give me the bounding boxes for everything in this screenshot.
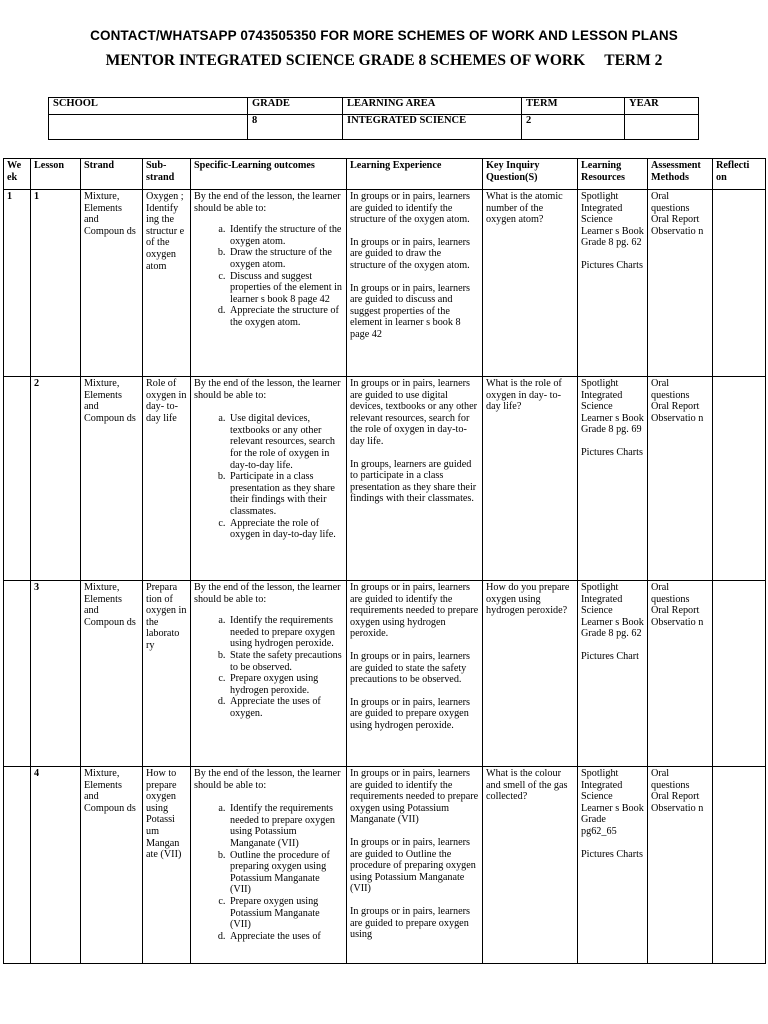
resources-cell xyxy=(578,581,648,767)
grade-header: GRADE xyxy=(248,98,343,115)
week-cell xyxy=(4,767,31,964)
inquiry-cell: How do you prepare oxygen using hydrogen peroxide? xyxy=(483,581,578,767)
experience-paragraph: In groups or in pairs, learners are guided to Outline the procedure of preparing oxygen using Potassium Manganate (VII) xyxy=(350,836,476,895)
table-row xyxy=(4,190,766,377)
outcome-item: d. Appreciate the uses of xyxy=(228,931,343,943)
reflection-cell xyxy=(713,377,766,581)
document-title: MENTOR INTEGRATED SCIENCE GRADE 8 SCHEMES OF WORK TERM 2 xyxy=(105,52,663,69)
term-header: TERM xyxy=(522,98,625,115)
schemes-of-work-table xyxy=(3,158,766,964)
resource-item: Spotlight Integrated Science Learner s Book Grade 8 pg. 62 xyxy=(581,582,644,640)
outcomes-intro: By the end of the lesson, the learner should be able to: xyxy=(194,191,341,214)
outcome-item: c. Prepare oxygen using hydrogen peroxide. xyxy=(228,673,343,696)
outcome-item: c. Discuss and suggest properties of the element in learner s book 8 page 42 xyxy=(228,271,343,306)
substrand-cell: Oxygen ; Identify ing the structur e of the oxygen atom xyxy=(143,190,191,377)
lesson-cell: 1 xyxy=(31,190,81,377)
resources-cell xyxy=(578,377,648,581)
outcomes-intro: By the end of the lesson, the learner should be able to: xyxy=(194,582,341,605)
outcomes-cell xyxy=(191,581,347,767)
outcomes-cell xyxy=(191,190,347,377)
resources-cell xyxy=(578,767,648,964)
assessment-cell: Oral questions Oral Report Observatio n xyxy=(648,190,713,377)
table-row xyxy=(4,377,766,581)
school-info-table xyxy=(48,97,699,140)
lesson-cell: 4 xyxy=(31,767,81,964)
outcome-item: a. Identify the requirements needed to prepare oxygen using Potassium Manganate (VII) xyxy=(228,803,343,849)
reflection-header: Reflecti on xyxy=(713,159,766,190)
school-header: SCHOOL xyxy=(49,98,248,115)
outcomes-header: Specific-Learning outcomes xyxy=(191,159,347,190)
resource-item: Pictures Charts xyxy=(581,848,643,860)
lesson-header: Lesson xyxy=(31,159,81,190)
outcome-item: b. Outline the procedure of preparing oxygen using Potassium Manganate (VII) xyxy=(228,850,343,896)
substrand-cell: Prepara tion of oxygen in the laborato ry xyxy=(143,581,191,767)
inquiry-cell: What is the role of oxygen in day- to-day life? xyxy=(483,377,578,581)
experience-paragraph: In groups or in pairs, learners are guided to draw the structure of the oxygen atom. xyxy=(350,236,470,271)
experience-cell xyxy=(347,377,483,581)
contact-banner: CONTACT/WHATSAPP 0743505350 FOR MORE SCHEMES OF WORK AND LESSON PLANS xyxy=(90,28,678,43)
reflection-cell xyxy=(713,767,766,964)
inquiry-cell: What is the atomic number of the oxygen atom? xyxy=(483,190,578,377)
experience-paragraph: In groups or in pairs, learners are guided to prepare oxygen using hydrogen peroxide. xyxy=(350,696,470,731)
outcomes-cell xyxy=(191,767,347,964)
resource-item: Pictures Charts xyxy=(581,259,643,271)
lesson-cell: 3 xyxy=(31,581,81,767)
experience-paragraph: In groups or in pairs, learners are guided to discuss and suggest properties of the element in learner s book 8 page 42 xyxy=(350,282,470,340)
year-value xyxy=(625,115,699,140)
experience-paragraph: In groups or in pairs, learners are guided to identify the structure of the oxygen atom. xyxy=(350,191,470,226)
resource-item: Spotlight Integrated Science Learner s Book Grade 8 pg. 69 xyxy=(581,378,644,436)
week-cell xyxy=(4,377,31,581)
assessment-cell: Oral questions Oral Report Observatio n xyxy=(648,377,713,581)
grade-value: 8 xyxy=(248,115,343,140)
week-cell xyxy=(4,581,31,767)
resource-item: Spotlight Integrated Science Learner s Book Grade 8 pg. 62 xyxy=(581,191,644,249)
outcome-item: a. Use digital devices, textbooks or any other relevant resources, search for the role of oxygen in day-to-day life. xyxy=(228,413,343,471)
experience-paragraph: In groups or in pairs, learners are guided to state the safety precautions to be observed. xyxy=(350,650,470,686)
assessment-header: Assessment Methods xyxy=(648,159,713,190)
lesson-cell: 2 xyxy=(31,377,81,581)
outcomes-cell xyxy=(191,377,347,581)
resource-item: Pictures Chart xyxy=(581,650,640,662)
substrand-cell: Role of oxygen in day- to-day life xyxy=(143,377,191,581)
outcome-item: d. Appreciate the structure of the oxygen atom. xyxy=(228,305,343,328)
substrand-cell: How to prepare oxygen using Potassi um Mangan ate (VII) xyxy=(143,767,191,964)
strand-cell: Mixture, Elements and Compoun ds xyxy=(81,767,143,964)
reflection-cell xyxy=(713,581,766,767)
experience-paragraph: In groups or in pairs, learners are guided to prepare oxygen using xyxy=(350,905,470,941)
assessment-cell: Oral questions Oral Report Observatio n xyxy=(648,581,713,767)
outcome-item: b. Draw the structure of the oxygen atom. xyxy=(228,247,343,270)
outcome-item: a. Identify the structure of the oxygen atom. xyxy=(228,224,343,247)
experience-paragraph: In groups or in pairs, learners are guided to identify the requirements needed to prepare oxygen using Potassium Manganate (VII) xyxy=(350,768,479,826)
term-value: 2 xyxy=(522,115,625,140)
outcome-item: c. Appreciate the role of oxygen in day-to-day life. xyxy=(228,518,343,541)
week-cell: 1 xyxy=(4,190,31,377)
outcomes-intro: By the end of the lesson, the learner should be able to: xyxy=(194,768,341,791)
table-header-row xyxy=(4,159,766,190)
resource-item: Spotlight Integrated Science Learner s Book Grade pg62_65 xyxy=(581,768,644,837)
inquiry-header: Key Inquiry Question(S) xyxy=(483,159,578,190)
assessment-cell: Oral questions Oral Report Observatio n xyxy=(648,767,713,964)
learning-area-header: LEARNING AREA xyxy=(343,98,522,115)
resources-cell xyxy=(578,190,648,377)
experience-cell xyxy=(347,767,483,964)
experience-paragraph: In groups, learners are guided to participate in a class presentation as they share their findings with their classmates. xyxy=(350,458,477,505)
outcome-item: b. State the safety precautions to be observed. xyxy=(228,650,343,673)
strand-cell: Mixture, Elements and Compoun ds xyxy=(81,581,143,767)
strand-cell: Mixture, Elements and Compoun ds xyxy=(81,377,143,581)
outcomes-intro: By the end of the lesson, the learner should be able to: xyxy=(194,378,341,401)
strand-cell: Mixture, Elements and Compoun ds xyxy=(81,190,143,377)
school-value xyxy=(49,115,248,140)
experience-cell xyxy=(347,190,483,377)
year-header: YEAR xyxy=(625,98,699,115)
strand-header: Strand xyxy=(81,159,143,190)
experience-header: Learning Experience xyxy=(347,159,483,190)
experience-cell xyxy=(347,581,483,767)
experience-paragraph: In groups or in pairs, learners are guided to identify the requirements needed to prepare oxygen using hydrogen peroxide. xyxy=(350,582,479,640)
outcome-item: d. Appreciate the uses of oxygen. xyxy=(228,696,343,719)
learning-area-value: INTEGRATED SCIENCE xyxy=(343,115,522,140)
reflection-cell xyxy=(713,190,766,377)
substrand-header: Sub- strand xyxy=(143,159,191,190)
inquiry-cell: What is the colour and smell of the gas collected? xyxy=(483,767,578,964)
outcome-item: b. Participate in a class presentation as they share their findings with their classmates. xyxy=(228,471,343,517)
experience-paragraph: In groups or in pairs, learners are guided to use digital devices, textbooks or any other relevant resources, search for the role of oxygen in day-to- day life. xyxy=(350,378,478,447)
outcome-item: a. Identify the requirements needed to prepare oxygen using hydrogen peroxide. xyxy=(228,615,343,650)
resources-header: Learning Resources xyxy=(578,159,648,190)
table-row xyxy=(4,767,766,964)
resource-item: Pictures Charts xyxy=(581,446,643,458)
week-header: We ek xyxy=(4,159,31,190)
table-row xyxy=(4,581,766,767)
outcome-item: c. Prepare oxygen using Potassium Manganate (VII) xyxy=(228,896,343,931)
